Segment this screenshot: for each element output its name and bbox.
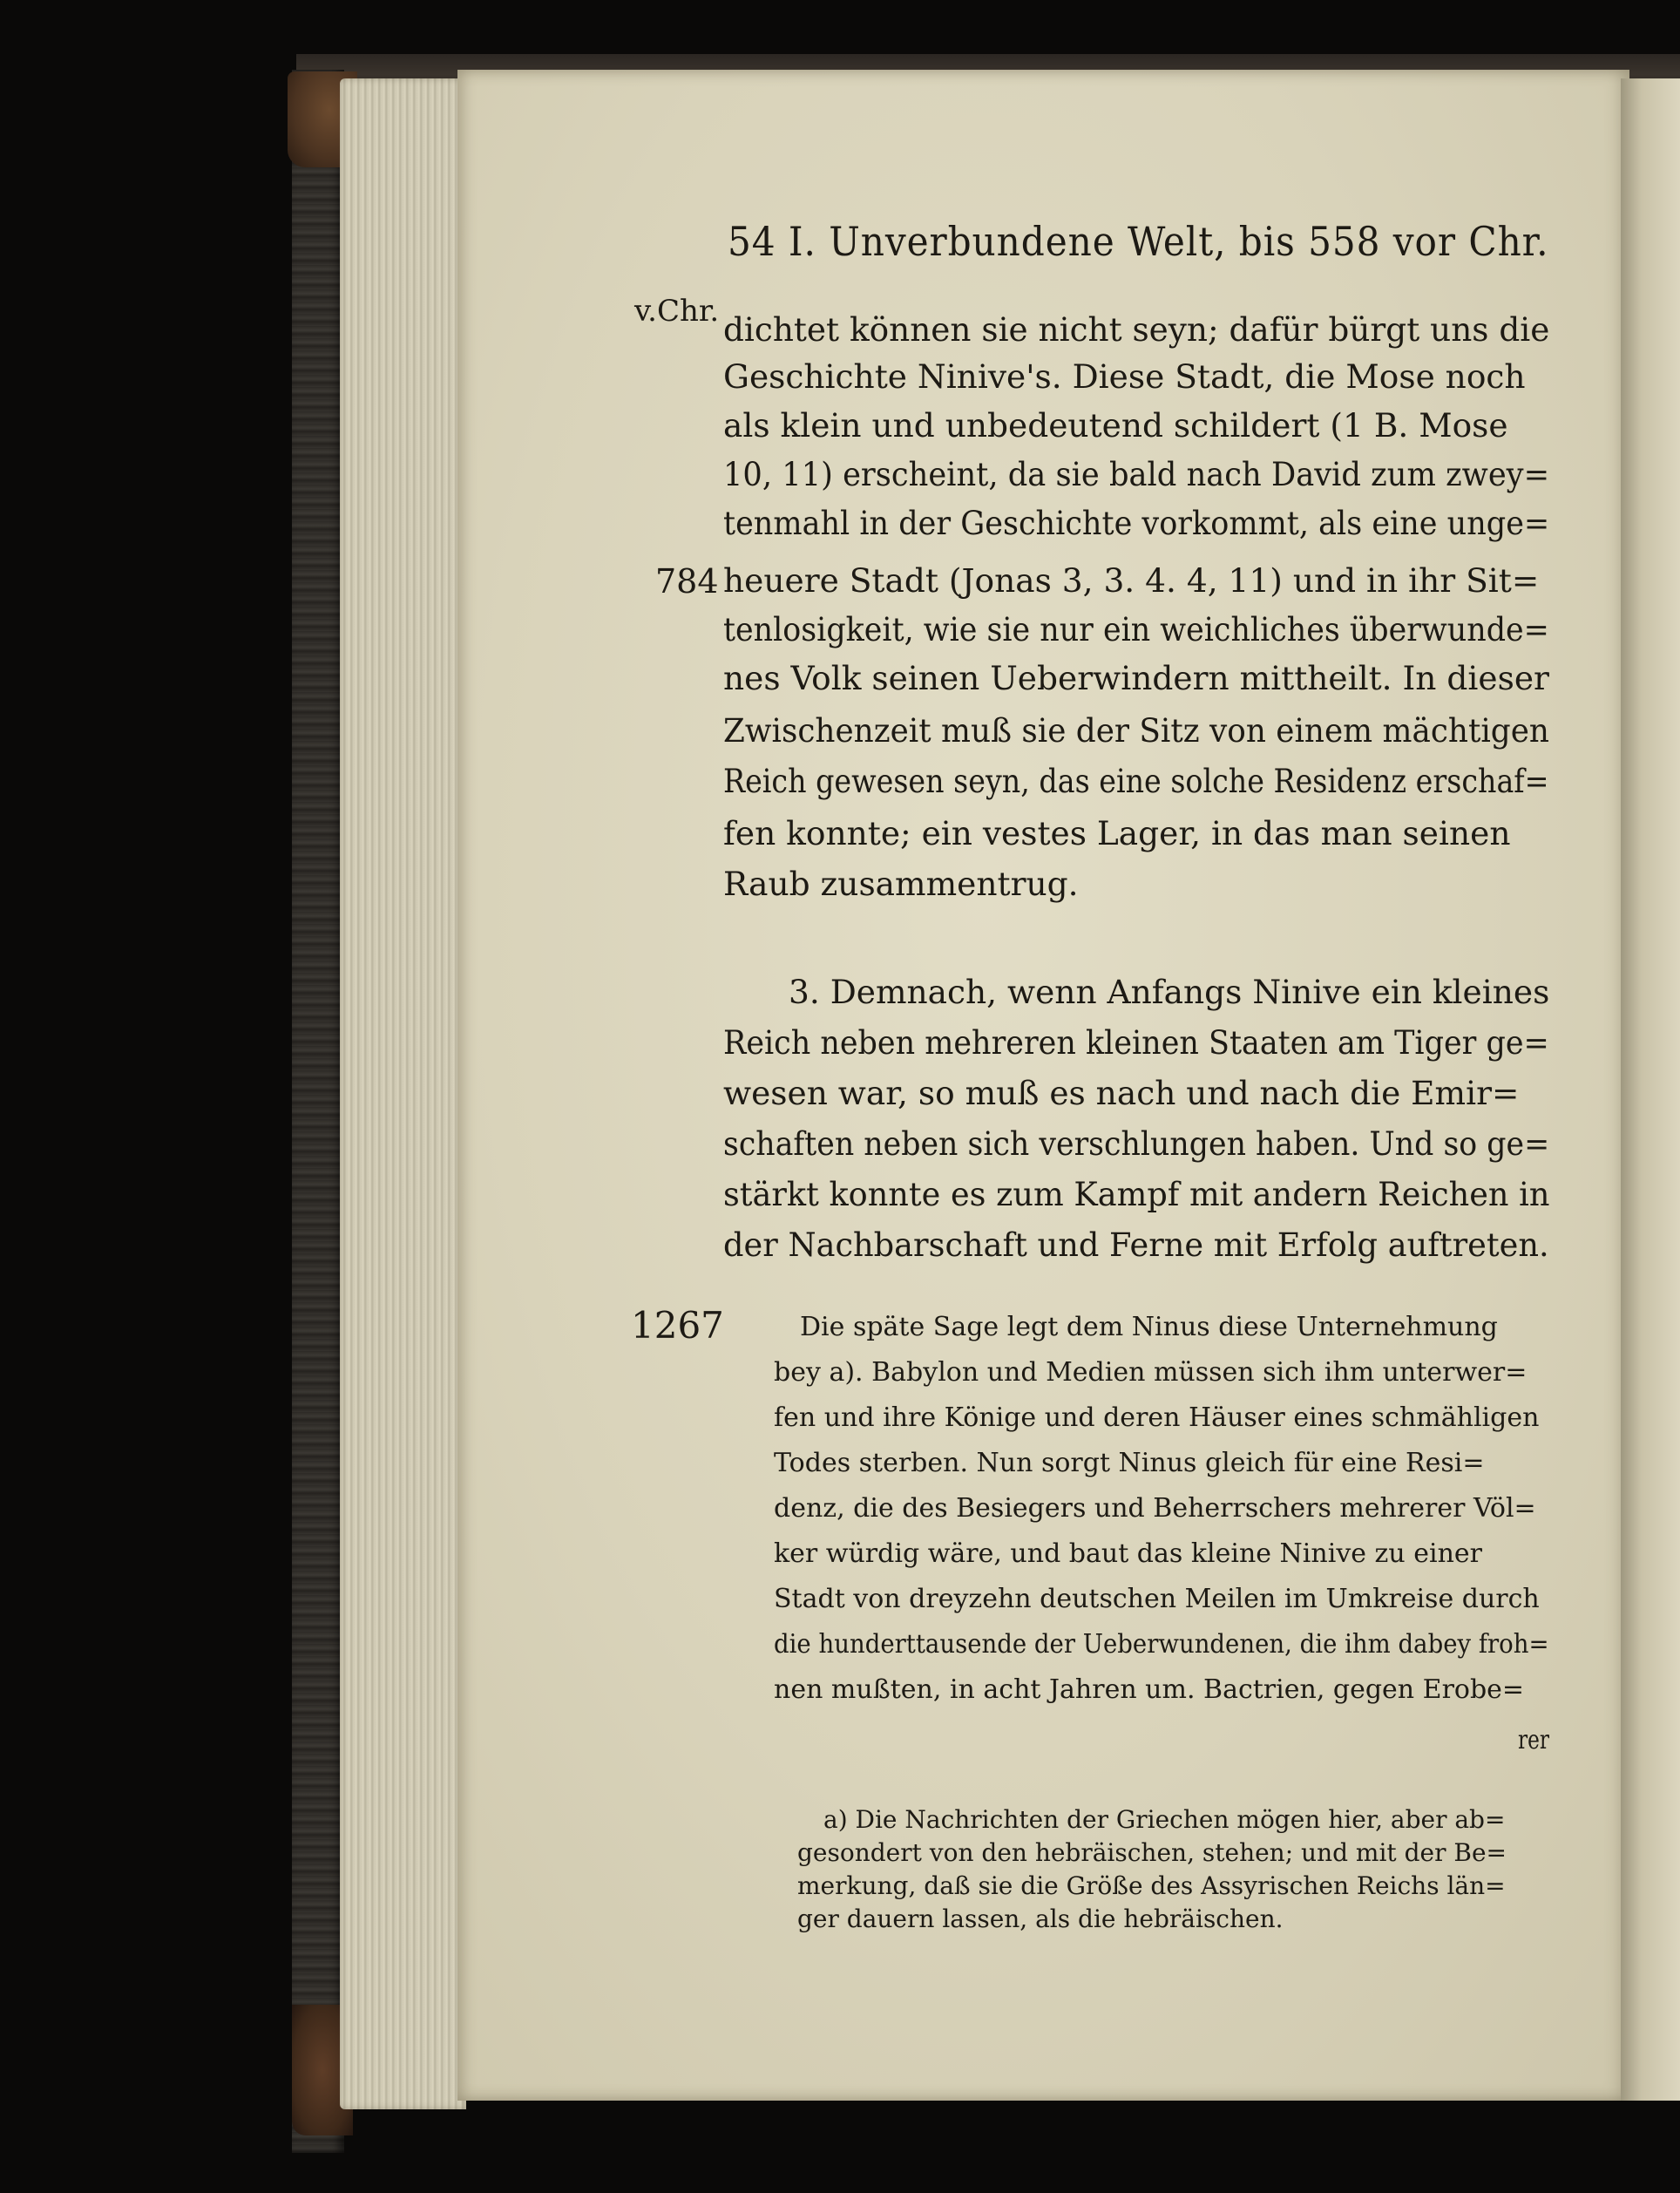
text-line: Reich neben mehreren kleinen Staaten am Tiger ge= (723, 1023, 1549, 1062)
running-head: 54 I. Unverbundene Welt, bis 558 vor Chr. (728, 218, 1549, 265)
text-line: Todes sterben. Nun sorgt Ninus gleich für eine Resi= (774, 1448, 1485, 1478)
text-line: der Nachbarschaft und Ferne mit Erfolg auftreten. (723, 1226, 1549, 1264)
catchword: rer (1518, 1725, 1549, 1755)
text-line: als klein und unbedeutend schildert (1 B. Mose (723, 406, 1508, 445)
text-line: heuere Stadt (Jonas 3, 3. 4. 4, 11) und in ihr Sit= (723, 561, 1540, 600)
footnote-line: merkung, daß sie die Größe des Assyrischen Reichs län= (797, 1871, 1506, 1900)
text-line: schaften neben sich verschlungen haben. Und so ge= (723, 1124, 1550, 1163)
text-line: Stadt von dreyzehn deutschen Meilen im Umkreise durch (774, 1584, 1540, 1614)
margin-era-label: v.Chr. (634, 294, 720, 329)
margin-year-1267: 1267 (631, 1304, 724, 1347)
text-line: Reich gewesen seyn, das eine solche Residenz erschaf= (723, 762, 1549, 800)
text-line: 10, 11) erscheint, da sie bald nach David zum zwey= (723, 455, 1550, 493)
footnote-line: ger dauern lassen, als die hebräischen. (797, 1904, 1284, 1933)
footnote-line: gesondert von den hebräischen, stehen; und mit der Be= (797, 1838, 1507, 1867)
text-line: wesen war, so muß es nach und nach die Emir= (723, 1074, 1520, 1112)
text-line: 3. Demnach, wenn Anfangs Ninive ein kleines (789, 973, 1550, 1011)
text-line: nes Volk seinen Ueberwindern mittheilt. In dieser (723, 659, 1549, 697)
text-line: bey a). Babylon und Medien müssen sich ihm unterwer= (774, 1357, 1528, 1388)
margin-year-784: 784 (655, 562, 719, 601)
text-line: dichtet können sie nicht seyn; dafür bürgt uns die (723, 310, 1550, 349)
text-line: Raub zusammentrug. (723, 865, 1079, 903)
text-line: die hunderttausende der Ueberwundenen, die ihm dabey froh= (774, 1629, 1549, 1660)
text-line: tenlosigkeit, wie sie nur ein weichliches überwunde= (723, 610, 1549, 648)
text-line: nen mußten, in acht Jahren um. Bactrien, gegen Erobe= (774, 1674, 1525, 1705)
text-line: denz, die des Besiegers und Beherrschers mehrerer Völ= (774, 1493, 1536, 1524)
page-stack-edges (340, 78, 466, 2109)
text-line: stärkt konnte es zum Kampf mit andern Reichen in (723, 1175, 1550, 1213)
text-line: Zwischenzeit muß sie der Sitz von einem mächtigen (723, 711, 1549, 750)
text-line: tenmahl in der Geschichte vorkommt, als eine unge= (723, 504, 1550, 542)
footnote-line: a) Die Nachrichten der Griechen mögen hier, aber ab= (823, 1805, 1506, 1834)
facing-page-edge (1621, 78, 1680, 2101)
text-line: fen konnte; ein vestes Lager, in das man seinen (723, 814, 1511, 852)
text-line: ker würdig wäre, und baut das kleine Ninive zu einer (774, 1538, 1482, 1569)
text-line: fen und ihre Könige und deren Häuser eines schmähligen (774, 1402, 1540, 1433)
text-line: Geschichte Ninive's. Diese Stadt, die Mose noch (723, 357, 1526, 396)
text-line: Die späte Sage legt dem Ninus diese Unternehmung (800, 1312, 1498, 1342)
book-binding (292, 70, 344, 2153)
